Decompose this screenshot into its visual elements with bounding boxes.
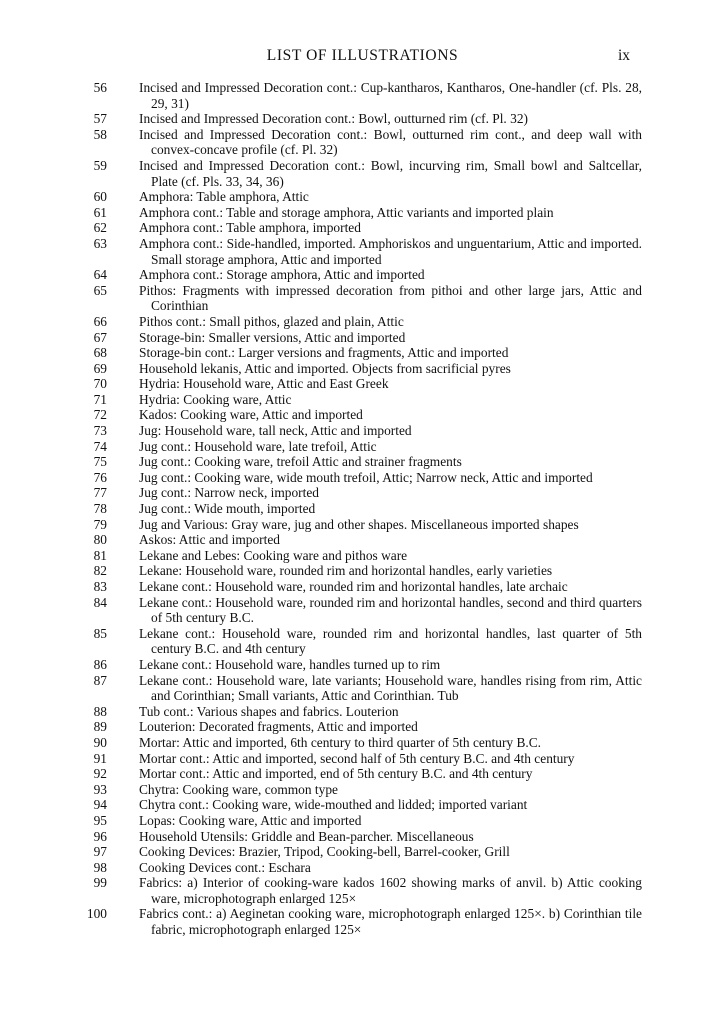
list-item [52,829,642,845]
page-header [0,47,725,67]
plate-number [52,704,107,720]
list-item [52,657,642,673]
plate-number-text: 61 [93,204,107,220]
plate-caption: Chytra: Cooking ware, common type [139,781,338,797]
plate-number [52,345,107,361]
list-item [52,844,642,860]
plate-number [52,860,107,876]
list-item [52,80,642,111]
plate-caption: Lopas: Cooking ware, Attic and imported [139,812,362,828]
list-item [52,782,642,798]
plate-number-text: 75 [93,454,107,470]
plate-number [52,454,107,470]
list-item [52,875,642,906]
plate-number-text: 100 [86,906,107,922]
plate-number-text: 69 [93,360,107,376]
plate-number [52,517,107,533]
plate-caption: Tub cont.: Various shapes and fabrics. Louterion [139,703,399,719]
plate-number [52,532,107,548]
plate-number [52,735,107,751]
plate-number [52,158,107,189]
plate-number-text: 83 [93,579,107,594]
plate-number-text: 92 [93,766,107,782]
plate-caption: Jug cont.: Narrow neck, imported [139,485,319,501]
plate-number-text: 82 [93,563,107,579]
plate-number-text: 98 [93,859,107,875]
plate-number-text: 94 [93,797,107,813]
plate-caption: Household lekanis, Attic and imported. Objects from sacrificial pyres [139,360,511,376]
plate-caption: Lekane cont.: Household ware, rounded rim and horizontal handles, last quarter of 5th century B.C. and 4th century [139,625,642,657]
list-item [52,407,642,423]
list-item [52,111,642,127]
plate-number-text: 62 [93,220,107,236]
list-item [52,314,642,330]
plate-caption: Hydria: Cooking ware, Attic [139,391,292,407]
plate-number-text: 74 [93,438,107,454]
list-item [52,548,642,564]
plate-number [52,330,107,346]
plate-caption: Lekane cont.: Household ware, rounded rim and horizontal handles, late archaic [139,579,568,594]
plate-number [52,595,107,626]
plate-number-text: 99 [93,875,107,891]
list-item [52,735,642,751]
list-item [52,439,642,455]
list-item [52,517,642,533]
list-item [52,189,642,205]
plate-caption: Lekane cont.: Household ware, rounded rim and horizontal handles, second and third quarters of 5th century B.C. [139,594,642,626]
illustrations-list [52,80,642,938]
plate-caption: Cooking Devices: Brazier, Tripod, Cooking-bell, Barrel-cooker, Grill [139,844,510,860]
list-item [52,454,642,470]
plate-caption: Fabrics cont.: a) Aeginetan cooking ware, microphotograph enlarged 125×. b) Corinthian tile fabric, microphotograph enlarged 125× [139,906,642,938]
plate-caption: Amphora cont.: Storage amphora, Attic and imported [139,267,425,283]
list-item [52,595,642,626]
plate-number [52,361,107,377]
plate-number [52,392,107,408]
plate-number [52,797,107,813]
plate-caption: Jug cont.: Cooking ware, wide mouth trefoil, Attic; Narrow neck, Attic and imported [139,469,593,485]
plate-number [52,813,107,829]
plate-number-text: 65 [93,282,107,298]
list-item [52,470,642,486]
plate-number-text: 80 [93,532,107,548]
plate-number [52,189,107,205]
plate-caption: Storage-bin cont.: Larger versions and fragments, Attic and imported [139,345,509,361]
plate-caption: Jug: Household ware, tall neck, Attic and imported [139,423,412,439]
plate-number-text: 66 [93,313,107,329]
plate-number-text: 77 [93,485,107,501]
plate-number-text: 64 [93,267,107,283]
plate-caption: Incised and Impressed Decoration cont.: Bowl, incurving rim, Small bowl and Saltcellar, Plate (cf. Pls. 33, 34, 36) [139,157,642,189]
plate-number [52,782,107,798]
plate-number-text: 70 [93,376,107,392]
plate-number-text: 84 [93,594,107,610]
plate-number [52,111,107,127]
plate-caption: Amphora: Table amphora, Attic [139,189,309,205]
list-item [52,361,642,377]
list-item [52,220,642,236]
list-item [52,797,642,813]
plate-caption: Lekane: Household ware, rounded rim and horizontal handles, early varieties [139,563,553,579]
plate-number [52,579,107,595]
list-item [52,532,642,548]
plate-number [52,80,107,111]
plate-number [52,657,107,673]
list-item [52,392,642,408]
plate-caption: Pithos cont.: Small pithos, glazed and plain, Attic [139,313,404,329]
plate-caption: Lekane cont.: Household ware, handles turned up to rim [139,656,441,672]
plate-caption: Jug cont.: Cooking ware, trefoil Attic and strainer fragments [139,454,462,470]
plate-number [52,673,107,704]
plate-number [52,485,107,501]
plate-caption: Jug and Various: Gray ware, jug and other shapes. Miscellaneous imported shapes [139,516,579,532]
list-item [52,376,642,392]
plate-number-text: 71 [93,391,107,407]
list-item [52,673,642,704]
plate-number [52,205,107,221]
plate-caption: Amphora cont.: Side-handled, imported. Amphoriskos and unguentarium, Attic and imported. Small storage amphora, Attic and imported [139,235,642,267]
list-item [52,813,642,829]
plate-number [52,844,107,860]
plate-number-text: 86 [93,656,107,672]
plate-caption: Louterion: Decorated fragments, Attic and imported [139,719,418,735]
plate-number-text: 72 [93,407,107,423]
list-item [52,127,642,158]
plate-caption: Lekane and Lebes: Cooking ware and pithos ware [139,547,408,563]
plate-number [52,563,107,579]
plate-number-text: 73 [93,423,107,439]
plate-caption: Mortar: Attic and imported, 6th century to third quarter of 5th century B.C. [139,734,541,750]
plate-number-text: 97 [93,844,107,860]
plate-number-text: 81 [93,547,107,563]
plate-number [52,127,107,158]
plate-number [52,719,107,735]
plate-caption: Lekane cont.: Household ware, late variants; Household ware, handles rising from rim, Attic and Corinthian; Small variants, Attic and Corinthian. Tub [139,672,642,704]
plate-caption: Storage-bin: Smaller versions, Attic and imported [139,329,406,345]
plate-caption: Hydria: Household ware, Attic and East Greek [139,376,389,392]
plate-number [52,267,107,283]
list-item [52,330,642,346]
plate-number [52,829,107,845]
plate-caption: Jug cont.: Wide mouth, imported [139,501,316,517]
plate-caption: Mortar cont.: Attic and imported, second half of 5th century B.C. and 4th century [139,750,575,766]
plate-number [52,626,107,657]
list-item [52,766,642,782]
list-item [52,423,642,439]
list-item [52,563,642,579]
list-item [52,704,642,720]
plate-number [52,766,107,782]
plate-number [52,236,107,267]
plate-caption: Household Utensils: Griddle and Bean-parcher. Miscellaneous [139,828,474,844]
plate-number [52,439,107,455]
plate-number [52,470,107,486]
list-item [52,205,642,221]
plate-number-text: 76 [93,469,107,485]
plate-number [52,407,107,423]
plate-caption: Askos: Attic and imported [139,532,280,548]
list-item [52,751,642,767]
plate-caption: Amphora cont.: Table and storage amphora, Attic variants and imported plain [139,204,554,220]
plate-number [52,283,107,314]
list-item [52,906,642,937]
plate-caption: Incised and Impressed Decoration cont.: Cup-kantharos, Kantharos, One-handler (cf. Pls. 28, 29, 31) [139,80,642,111]
plate-caption: Amphora cont.: Table amphora, imported [139,220,361,236]
plate-number-text: 89 [93,719,107,735]
plate-number-text: 88 [93,703,107,719]
plate-number-text: 87 [93,672,107,688]
plate-number-text: 56 [93,80,107,95]
plate-number [52,376,107,392]
page-title: LIST OF ILLUSTRATIONS [266,47,459,64]
list-item [52,267,642,283]
plate-number [52,423,107,439]
plate-number-text: 91 [93,750,107,766]
plate-number-text: 57 [93,111,107,127]
plate-number-text: 96 [93,828,107,844]
plate-caption: Mortar cont.: Attic and imported, end of 5th century B.C. and 4th century [139,766,533,782]
plate-number-text: 79 [93,516,107,532]
list-item [52,485,642,501]
plate-number-text: 90 [93,734,107,750]
plate-number-text: 95 [93,812,107,828]
plate-number-text: 60 [93,189,107,205]
plate-number-text: 68 [93,345,107,361]
page-number: ix [617,47,630,64]
plate-caption: Chytra cont.: Cooking ware, wide-mouthed and lidded; imported variant [139,797,528,813]
list-item [52,626,642,657]
plate-number [52,314,107,330]
plate-number [52,906,107,937]
plate-number-text: 93 [93,781,107,797]
list-item [52,860,642,876]
list-item [52,283,642,314]
plate-caption: Jug cont.: Household ware, late trefoil, Attic [139,438,377,454]
plate-caption: Kados: Cooking ware, Attic and imported [139,407,363,423]
plate-number-text: 58 [93,126,107,142]
plate-number-text: 67 [93,329,107,345]
plate-number-text: 78 [93,501,107,517]
plate-caption: Incised and Impressed Decoration cont.: Bowl, outturned rim (cf. Pl. 32) [139,111,528,127]
list-item [52,345,642,361]
list-item [52,158,642,189]
plate-caption: Fabrics: a) Interior of cooking-ware kados 1602 showing marks of anvil. b) Attic cooking ware, microphotograph enlarged 125× [139,875,642,906]
plate-caption: Pithos: Fragments with impressed decoration from pithoi and other large jars, Attic and Corinthian [139,282,642,314]
plate-number [52,501,107,517]
list-item [52,501,642,517]
plate-number-text: 85 [93,625,107,641]
plate-number [52,875,107,906]
plate-number [52,220,107,236]
plate-number [52,751,107,767]
plate-number-text: 63 [93,235,107,251]
list-item [52,236,642,267]
plate-number [52,548,107,564]
plate-caption: Incised and Impressed Decoration cont.: Bowl, outturned rim cont., and deep wall with convex-concave profile (cf. Pl. 32) [139,126,642,158]
list-item [52,579,642,595]
plate-number-text: 59 [93,157,107,173]
list-item [52,719,642,735]
plate-caption: Cooking Devices cont.: Eschara [139,859,311,875]
